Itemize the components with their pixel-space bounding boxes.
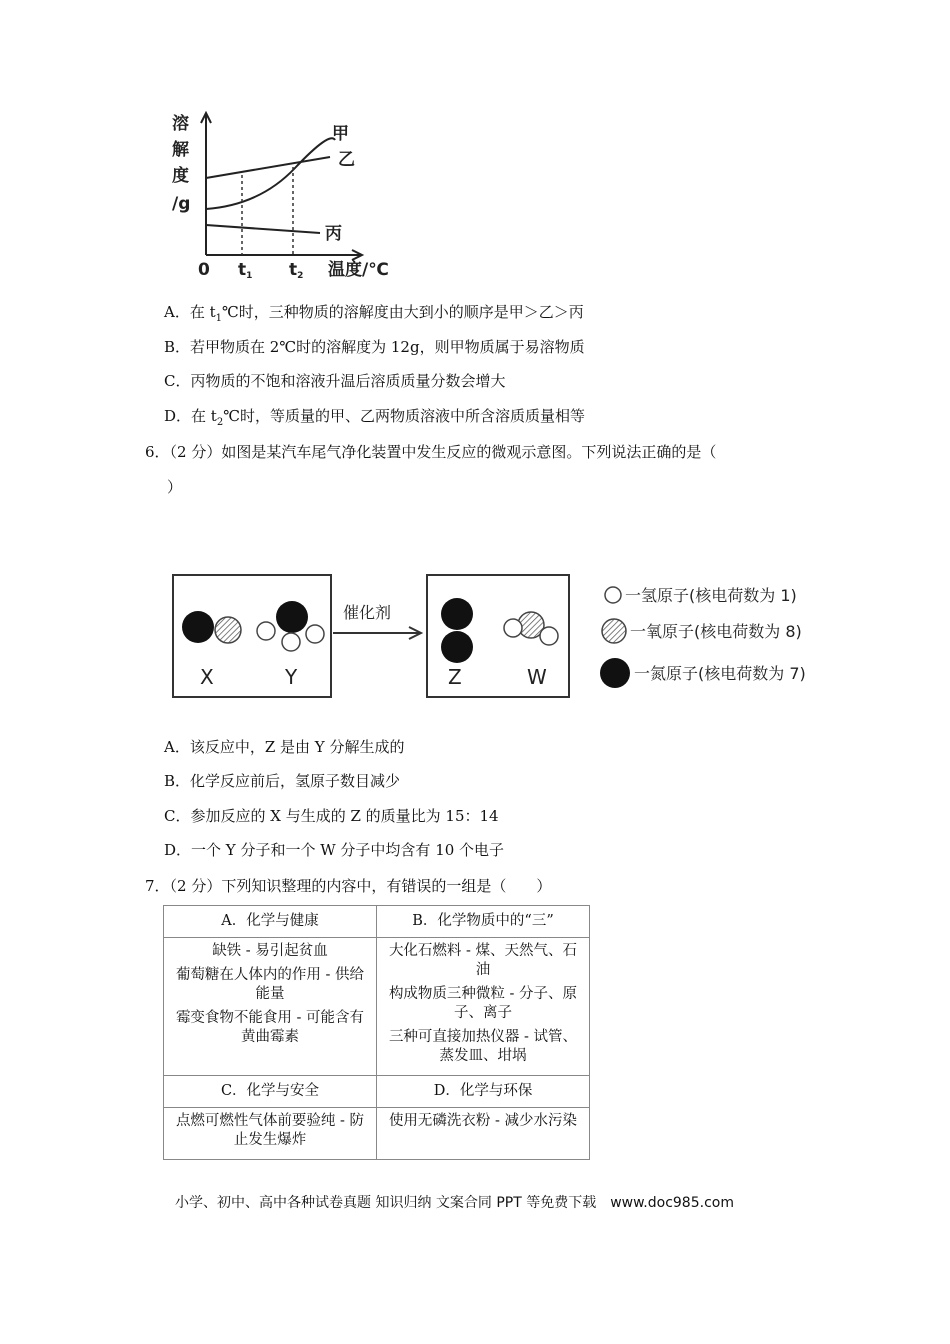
atom-h (306, 625, 324, 643)
q6-option-b: B．化学反应前后，氢原子数目减少 (164, 772, 401, 790)
x-axis-label: 温度/℃ (328, 260, 389, 280)
q6-option-d: D．一个 Y 分子和一个 W 分子中均含有 10 个电子 (164, 841, 505, 859)
legend-n-icon (600, 658, 630, 688)
table-head-a: A．化学与健康 (164, 906, 377, 938)
legend-n: 一氮原子(核电荷数为 7) (634, 664, 806, 683)
table-item: 三种可直接加热仪器 - 试管、蒸发皿、坩埚 (388, 1029, 578, 1064)
table-head-c: C．化学与安全 (164, 1076, 377, 1108)
table-head-d: D．化学与环保 (377, 1076, 590, 1108)
table-cell-b (377, 938, 590, 1076)
curve-label-b: 乙 (338, 150, 355, 170)
atom-h (282, 633, 300, 651)
table-item: 构成物质三种微粒 - 分子、原子、离子 (388, 986, 578, 1021)
label-z: Z (448, 665, 462, 689)
legend-o-icon (602, 619, 626, 643)
legend-h: 一氢原子(核电荷数为 1) (625, 586, 797, 605)
y-axis-label-3: 度 (172, 166, 189, 186)
table-item: 点燃可燃性气体前要验纯 - 防止发生爆炸 (175, 1113, 365, 1148)
knowledge-table (163, 905, 590, 1160)
table-cell-c (164, 1108, 377, 1160)
tick-t2: t2 (289, 260, 304, 281)
origin-label: 0 (198, 260, 210, 280)
tick-t1: t1 (238, 260, 253, 281)
y-axis-label-1: 溶 (172, 114, 189, 134)
q6-stem: 6．（2 分）如图是某汽车尾气净化装置中发生反应的微观示意图。下列说法正确的是（ (145, 443, 717, 461)
atom-n (441, 631, 473, 663)
atom-n (276, 601, 308, 633)
y-axis-label-4: /g (172, 194, 191, 214)
reaction-diagram (165, 570, 865, 700)
atom-n (182, 611, 214, 643)
table-item: 缺铁 - 易引起贫血 (212, 943, 328, 959)
q7-stem: 7．（2 分）下列知识整理的内容中，有错误的一组是（ ） (145, 877, 552, 895)
atom-o (215, 617, 241, 643)
label-y: Y (285, 665, 298, 689)
q6-option-a: A．该反应中，Z 是由 Y 分解生成的 (164, 738, 405, 756)
q6-stem-end: ） (167, 478, 183, 496)
label-w: W (527, 665, 547, 689)
atom-n (441, 598, 473, 630)
atom-h (540, 627, 558, 645)
footer-text: 小学、初中、高中各种试卷真题 知识归纳 文案合同 PPT 等免费下载 www.doc985.com (175, 1195, 734, 1211)
table-head-b: B．化学物质中的“三” (377, 906, 590, 938)
q5-option-d: D．在 $t_2℃$时，等质量的甲、乙两物质溶液中所含溶质质量相等 (164, 407, 585, 428)
q5-option-b: B．若甲物质在 2℃时的溶解度为 12g，则甲物质属于易溶物质 (164, 338, 585, 356)
table-item: 使用无磷洗衣粉 - 减少水污染 (388, 1113, 578, 1129)
curve-label-c: 丙 (325, 224, 342, 244)
curve-label-a: 甲 (332, 124, 349, 144)
table-item: 葡萄糖在人体内的作用 - 供给能量 (175, 967, 365, 1002)
q6-option-c: C．参加反应的 X 与生成的 Z 的质量比为 15：14 (164, 807, 499, 825)
q5-option-a: A．在 $t_1℃$时，三种物质的溶解度由大到小的顺序是甲＞乙＞丙 (164, 303, 584, 324)
label-x: X (200, 665, 214, 689)
table-item: 霉变食物不能食用 - 可能含有黄曲霉素 (175, 1010, 365, 1045)
table-cell-a (164, 938, 377, 1076)
y-axis-label-2: 解 (172, 140, 189, 160)
solubility-graph (160, 105, 420, 285)
legend-o: 一氧原子(核电荷数为 8) (630, 622, 802, 641)
atom-h (504, 619, 522, 637)
table-cell-d (377, 1108, 590, 1160)
table-item: 大化石燃料 - 煤、天然气、石油 (388, 943, 578, 978)
arrow-label: 催化剂 (343, 603, 392, 622)
legend-h-icon (605, 587, 621, 603)
atom-h (257, 622, 275, 640)
q5-option-c: C．丙物质的不饱和溶液升温后溶质质量分数会增大 (164, 372, 506, 390)
